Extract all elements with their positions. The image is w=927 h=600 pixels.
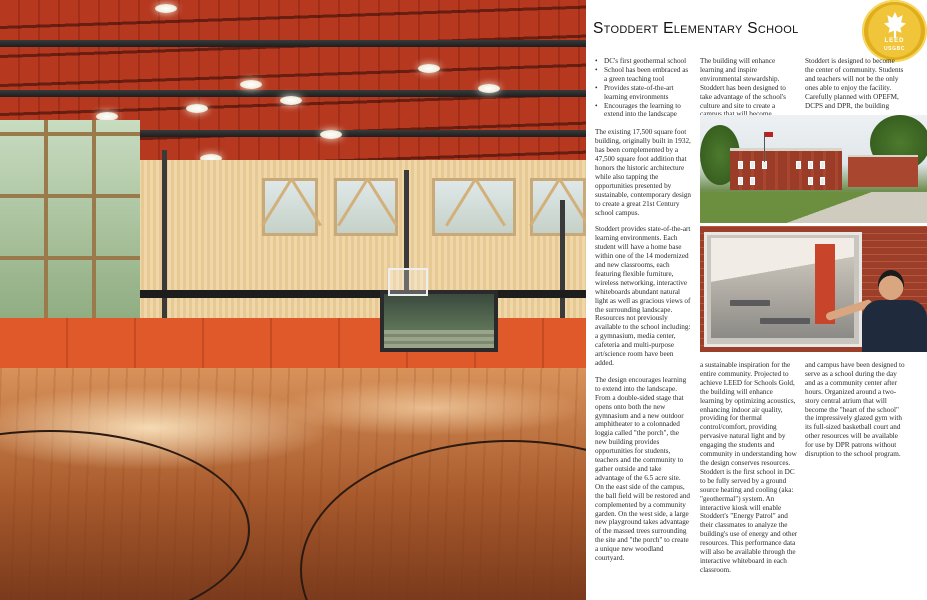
leed-seal	[862, 0, 927, 62]
school-addition	[848, 155, 918, 187]
basketball-backboard	[388, 268, 428, 296]
paragraph: The existing 17,500 square foot building, originally built in 1932, has been complemented by a 47,500 square foot addition that honors the historic architecture while also tapping the opportunities presented by sustainable, contemporary design to create a great 21st Century school campus.	[595, 128, 692, 217]
paragraph: Stoddert is designed to become the center of community. Students and teachers will not be the only ones able to enjoy the facility. Carefully planned with OPEFM, DCPS and DPR, the building	[805, 57, 904, 110]
highlights-list	[595, 57, 691, 119]
building-window	[808, 177, 813, 185]
ceiling-light	[478, 84, 500, 93]
paragraph: a sustainable inspiration for the entire community. Projected to achieve LEED for Schools Gold, the building will enhance learning by optimizing acoustics, enhancing indoor air quality, providing for thermal control/comfort, providing pervasive natural light and by engaging the students and community in understanding how the design conserves resources. Stoddert is the first school in DC to be fully served by a ground source heating and cooling (aka: "geothermal") system. An interactive kiosk will enable Stoddert's "Energy Patrol" and their classmates to analyze the building's use of energy and other resources. This performance data will also be available through the interactive whiteboard in each classroom.	[700, 361, 798, 574]
building-window	[750, 177, 755, 185]
ceiling-truss	[0, 40, 586, 47]
desk	[760, 318, 810, 324]
student-head	[878, 270, 904, 300]
ceiling-light	[320, 130, 342, 139]
building-window	[796, 161, 801, 169]
list-item: • Provides state-of-the-art learning environments	[595, 84, 691, 102]
list-item: • School has been embraced as a green teaching tool	[595, 66, 691, 84]
orange-wall-pads	[0, 318, 586, 368]
clerestory-window	[432, 178, 516, 236]
page-title: Stoddert Elementary School	[593, 20, 799, 37]
seal-leed-text: LEED	[884, 38, 905, 44]
building-window	[738, 177, 743, 185]
building-window	[820, 177, 825, 185]
clerestory-window	[530, 178, 586, 236]
clerestory-window	[262, 178, 318, 236]
text-column-3-top	[805, 57, 905, 118]
school-building	[730, 148, 842, 190]
building-window	[808, 161, 813, 169]
paragraph: Stoddert provides state-of-the-art learning environments. Each student will have a home base within one of the 14 modernized and new classrooms, each featuring flexible furniture, wireless networking, interactive whiteboards abundant natural light as well as gracious views of the surrounding landscape. Resources not previously available to the school including: a gymnasium, media center, cafeteria and multi-purpose art/science room have been added.	[595, 225, 691, 367]
desk	[730, 300, 770, 306]
ceiling-light	[186, 104, 208, 113]
paragraph: and campus have been designed to serve as a school during the day and as a community center after hours. Organized around a two-story central atrium that will become the "heart of the school" the impressively glazed gym with its full-sized basketball court and other resources will be available for use by DPR patrons without disruption to the school program.	[805, 361, 905, 459]
stage-opening	[380, 290, 498, 352]
building-window	[750, 161, 755, 169]
text-column-1	[595, 57, 691, 571]
paragraph: The building will enhance learning and inspire environmental stewardship. Stoddert has been designed to take advantage of the school's culture and site to create a	[700, 57, 786, 110]
list-item: • DC's first geothermal school	[595, 57, 691, 66]
wall-band	[140, 290, 586, 298]
lawn-and-path	[700, 192, 927, 223]
text-column-2-bottom	[700, 361, 798, 583]
ceiling-light	[240, 80, 262, 89]
ceiling-light	[280, 96, 302, 105]
flagpole	[764, 132, 765, 162]
clerestory-window	[334, 178, 398, 236]
building-window	[820, 161, 825, 169]
student	[862, 300, 927, 352]
text-column-3-bottom	[805, 361, 905, 467]
seal-usgbc-text: USGBC	[883, 46, 906, 52]
leaf-icon	[884, 12, 906, 38]
list-item: • Encourages the learning to extend into the landscape	[595, 102, 691, 120]
building-window	[738, 161, 743, 169]
paragraph: The design encourages learning to extend into the landscape. From a double-sided stage that opens onto both the new gymnasium and a new outdoor amphitheater to a colonnaded loggia called "the porch", the new building provides opportunities for students, teachers and the community to gather outside and take advantage of the 6.5 acre site. On the east side of the campus, the ball field will be restored and complemented by a community garden. On the west side, a large new playground takes advantage of the massed trees surrounding the site and "the porch" to create a unique new woodland courtyard.	[595, 375, 691, 563]
ceiling-light	[155, 4, 177, 13]
ceiling-light	[418, 64, 440, 73]
building-window	[762, 161, 767, 169]
